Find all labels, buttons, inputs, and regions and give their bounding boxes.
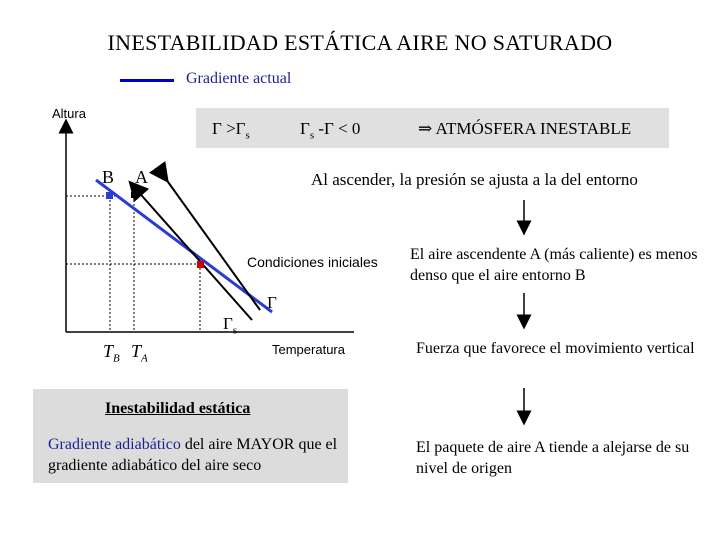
flow-step-3: Fuerza que favorece el movimiento vertical: [416, 340, 695, 357]
condition-gamma-greater: $\Gamma >\Gamma_s$: [212, 119, 250, 142]
y-axis-label: Altura: [52, 106, 86, 121]
gamma-label: Γ: [267, 293, 277, 312]
page-title: INESTABILIDAD ESTÁTICA AIRE NO SATURADO: [107, 30, 613, 55]
gamma-s-label: $\Gamma_s$: [223, 314, 238, 337]
point-a-marker: [131, 192, 137, 198]
flow-step-4: El paquete de aire A tiende a alejarse de su nivel de origen: [416, 439, 690, 477]
condition-difference: $\Gamma_s$ -Γ < 0: [300, 119, 361, 142]
legend-label: Gradiente actual: [186, 70, 292, 87]
actual-gradient-line: [96, 180, 272, 312]
point-a-label: A: [135, 167, 148, 187]
point-b-label: B: [102, 167, 115, 187]
dry-adiabatic-line: [135, 188, 252, 320]
flow-step-1: Al ascender, la presión se ajusta a la del entorno: [311, 170, 638, 189]
flow-step-2: El aire ascendente A (más caliente) es menos denso que el aire entorno B: [410, 246, 698, 284]
x-axis-label: Temperatura: [272, 342, 345, 357]
tb-label: $T_B$: [103, 341, 120, 365]
stability-box-title: Inestabilidad estática: [105, 400, 251, 417]
initial-point-marker: [197, 261, 204, 268]
stability-box-text: Gradiente adiabático del aire MAYOR que el gradiente adiabático del aire seco: [48, 436, 338, 474]
initial-conditions-label: Condiciones iniciales: [247, 254, 378, 270]
ta-label: $T_A$: [131, 341, 148, 365]
point-b-marker: [106, 192, 113, 199]
condition-unstable: ⇒ ATMÓSFERA INESTABLE: [418, 119, 632, 138]
